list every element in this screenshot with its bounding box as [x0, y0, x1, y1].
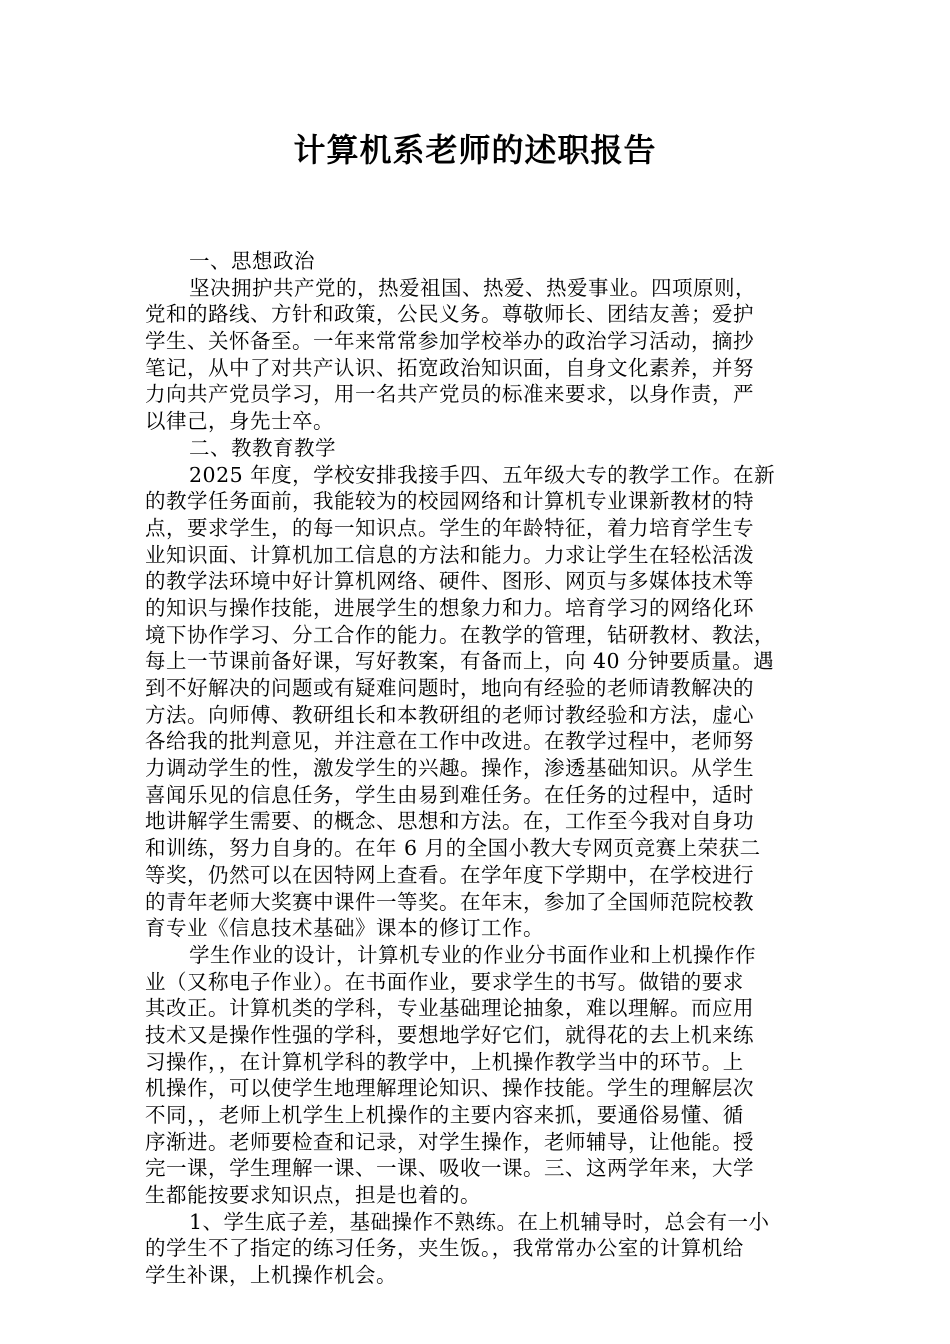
text-line: 序渐进。老师要检查和记录，对学生操作，老师辅导，让他能。授	[145, 1129, 754, 1154]
text-line: 的教学法环境中好计算机网络、硬件、图形、网页与多媒体技术等	[145, 569, 754, 594]
text-line: 不同，，老师上机学生上机操作的主要内容来抓，要通俗易懂、循	[145, 1103, 744, 1127]
text-line: 方法。向师傅、教研组长和本教研组的老师讨教经验和方法，虚心	[145, 702, 754, 727]
document-title: 计算机系老师的述职报告	[293, 131, 657, 169]
text-line: 二、教教育教学	[189, 435, 336, 460]
text-line: 喜闻乐见的信息任务，学生由易到难任务。在任务的过程中，适时	[145, 782, 754, 807]
text-line: 业（又称电子作业）。在书面作业，要求学生的书写。做错的要求	[145, 969, 744, 994]
text-line: 到不好解决的问题或有疑难问题时，地向有经验的老师请教解决的	[145, 676, 754, 700]
text-line: 学生、关怀备至。一年来常常参加学校举办的政治学习活动，摘抄	[145, 329, 754, 354]
text-line: 以律己，身先士卒。	[145, 409, 334, 434]
text-line: 等奖，仍然可以在因特网上查看。在学年度下学期中，在学校进行	[145, 862, 754, 887]
text-line: 完一课，学生理解一课、一课、吸收一课。三、这两学年来，大学	[145, 1156, 754, 1181]
text-line: 笔记，从中了对共产认识、拓宽政治知识面，自身文化素养，并努	[145, 355, 754, 380]
text-line: 和训练，努力自身的。在年 6 月的全国小教大专网页竞赛上荣获二	[145, 836, 761, 861]
text-line: 的青年老师大奖赛中课件一等奖。在年末，参加了全国师范院校教	[145, 889, 754, 914]
text-line: 技术又是操作性强的学科，要想地学好它们，就得花的去上机来练	[145, 1022, 754, 1047]
text-line: 力向共产党员学习，用一名共产党员的标准来要求，以身作责，严	[145, 382, 754, 407]
text-line: 习操作，，在计算机学科的教学中，上机操作教学当中的环节。上	[145, 1049, 744, 1074]
text-line: 学生补课，上机操作机会。	[145, 1263, 397, 1288]
document-body	[145, 248, 805, 1289]
text-line: 育专业《信息技术基础》课本的修订工作。	[145, 916, 544, 941]
text-line: 生都能按要求知识点，担是也着的。	[145, 1183, 481, 1208]
text-line: 坚决拥护共产党的，热爱祖国、热爱、热爱事业。四项原则，	[189, 275, 756, 300]
text-line: 点，要求学生，的每一知识点。学生的年龄特征，着力培育学生专	[145, 515, 754, 540]
text-line: 党和的路线、方针和政策，公民义务。尊敬师长、团结友善；爱护	[145, 302, 754, 327]
text-line: 学生作业的设计，计算机专业的作业分书面作业和上机操作作	[189, 942, 756, 967]
text-line: 地讲解学生需要、的概念、思想和方法。在，工作至今我对自身功	[145, 809, 754, 834]
text-line: 的知识与操作技能，进展学生的想象力和力。培育学习的网络化环	[145, 595, 754, 620]
text-line: 1、学生底子差，基础操作不熟练。在上机辅导时，总会有一小	[189, 1209, 770, 1234]
text-line: 的教学任务面前，我能较为的校园网络和计算机专业课新教材的特	[145, 489, 754, 514]
text-line: 的学生不了指定的练习任务，夹生饭。，我常常办公室的计算机给	[145, 1236, 744, 1261]
text-line: 每上一节课前备好课，写好教案，有备而上，向 40 分钟要质量。遇	[145, 649, 775, 674]
text-line: 业知识面、计算机加工信息的方法和能力。力求让学生在轻松活泼	[145, 542, 754, 567]
text-line: 各给我的批判意见，并注意在工作中改进。在教学过程中，老师努	[145, 729, 754, 754]
text-line: 2025 年度，学校安排我接手四、五年级大专的教学工作。在新	[189, 462, 776, 487]
text-line: 力调动学生的性，激发学生的兴趣。操作，渗透基础知识。从学生	[145, 756, 754, 781]
text-line: 一、思想政治	[189, 249, 315, 273]
text-line: 机操作，可以使学生地理解理论知识、操作技能。学生的理解层次	[145, 1076, 754, 1101]
text-line: 其改正。计算机类的学科，专业基础理论抽象，难以理解。而应用	[145, 996, 754, 1021]
text-line: 境下协作学习、分工合作的能力。在教学的管理，钻研教材、教法，	[145, 622, 775, 647]
